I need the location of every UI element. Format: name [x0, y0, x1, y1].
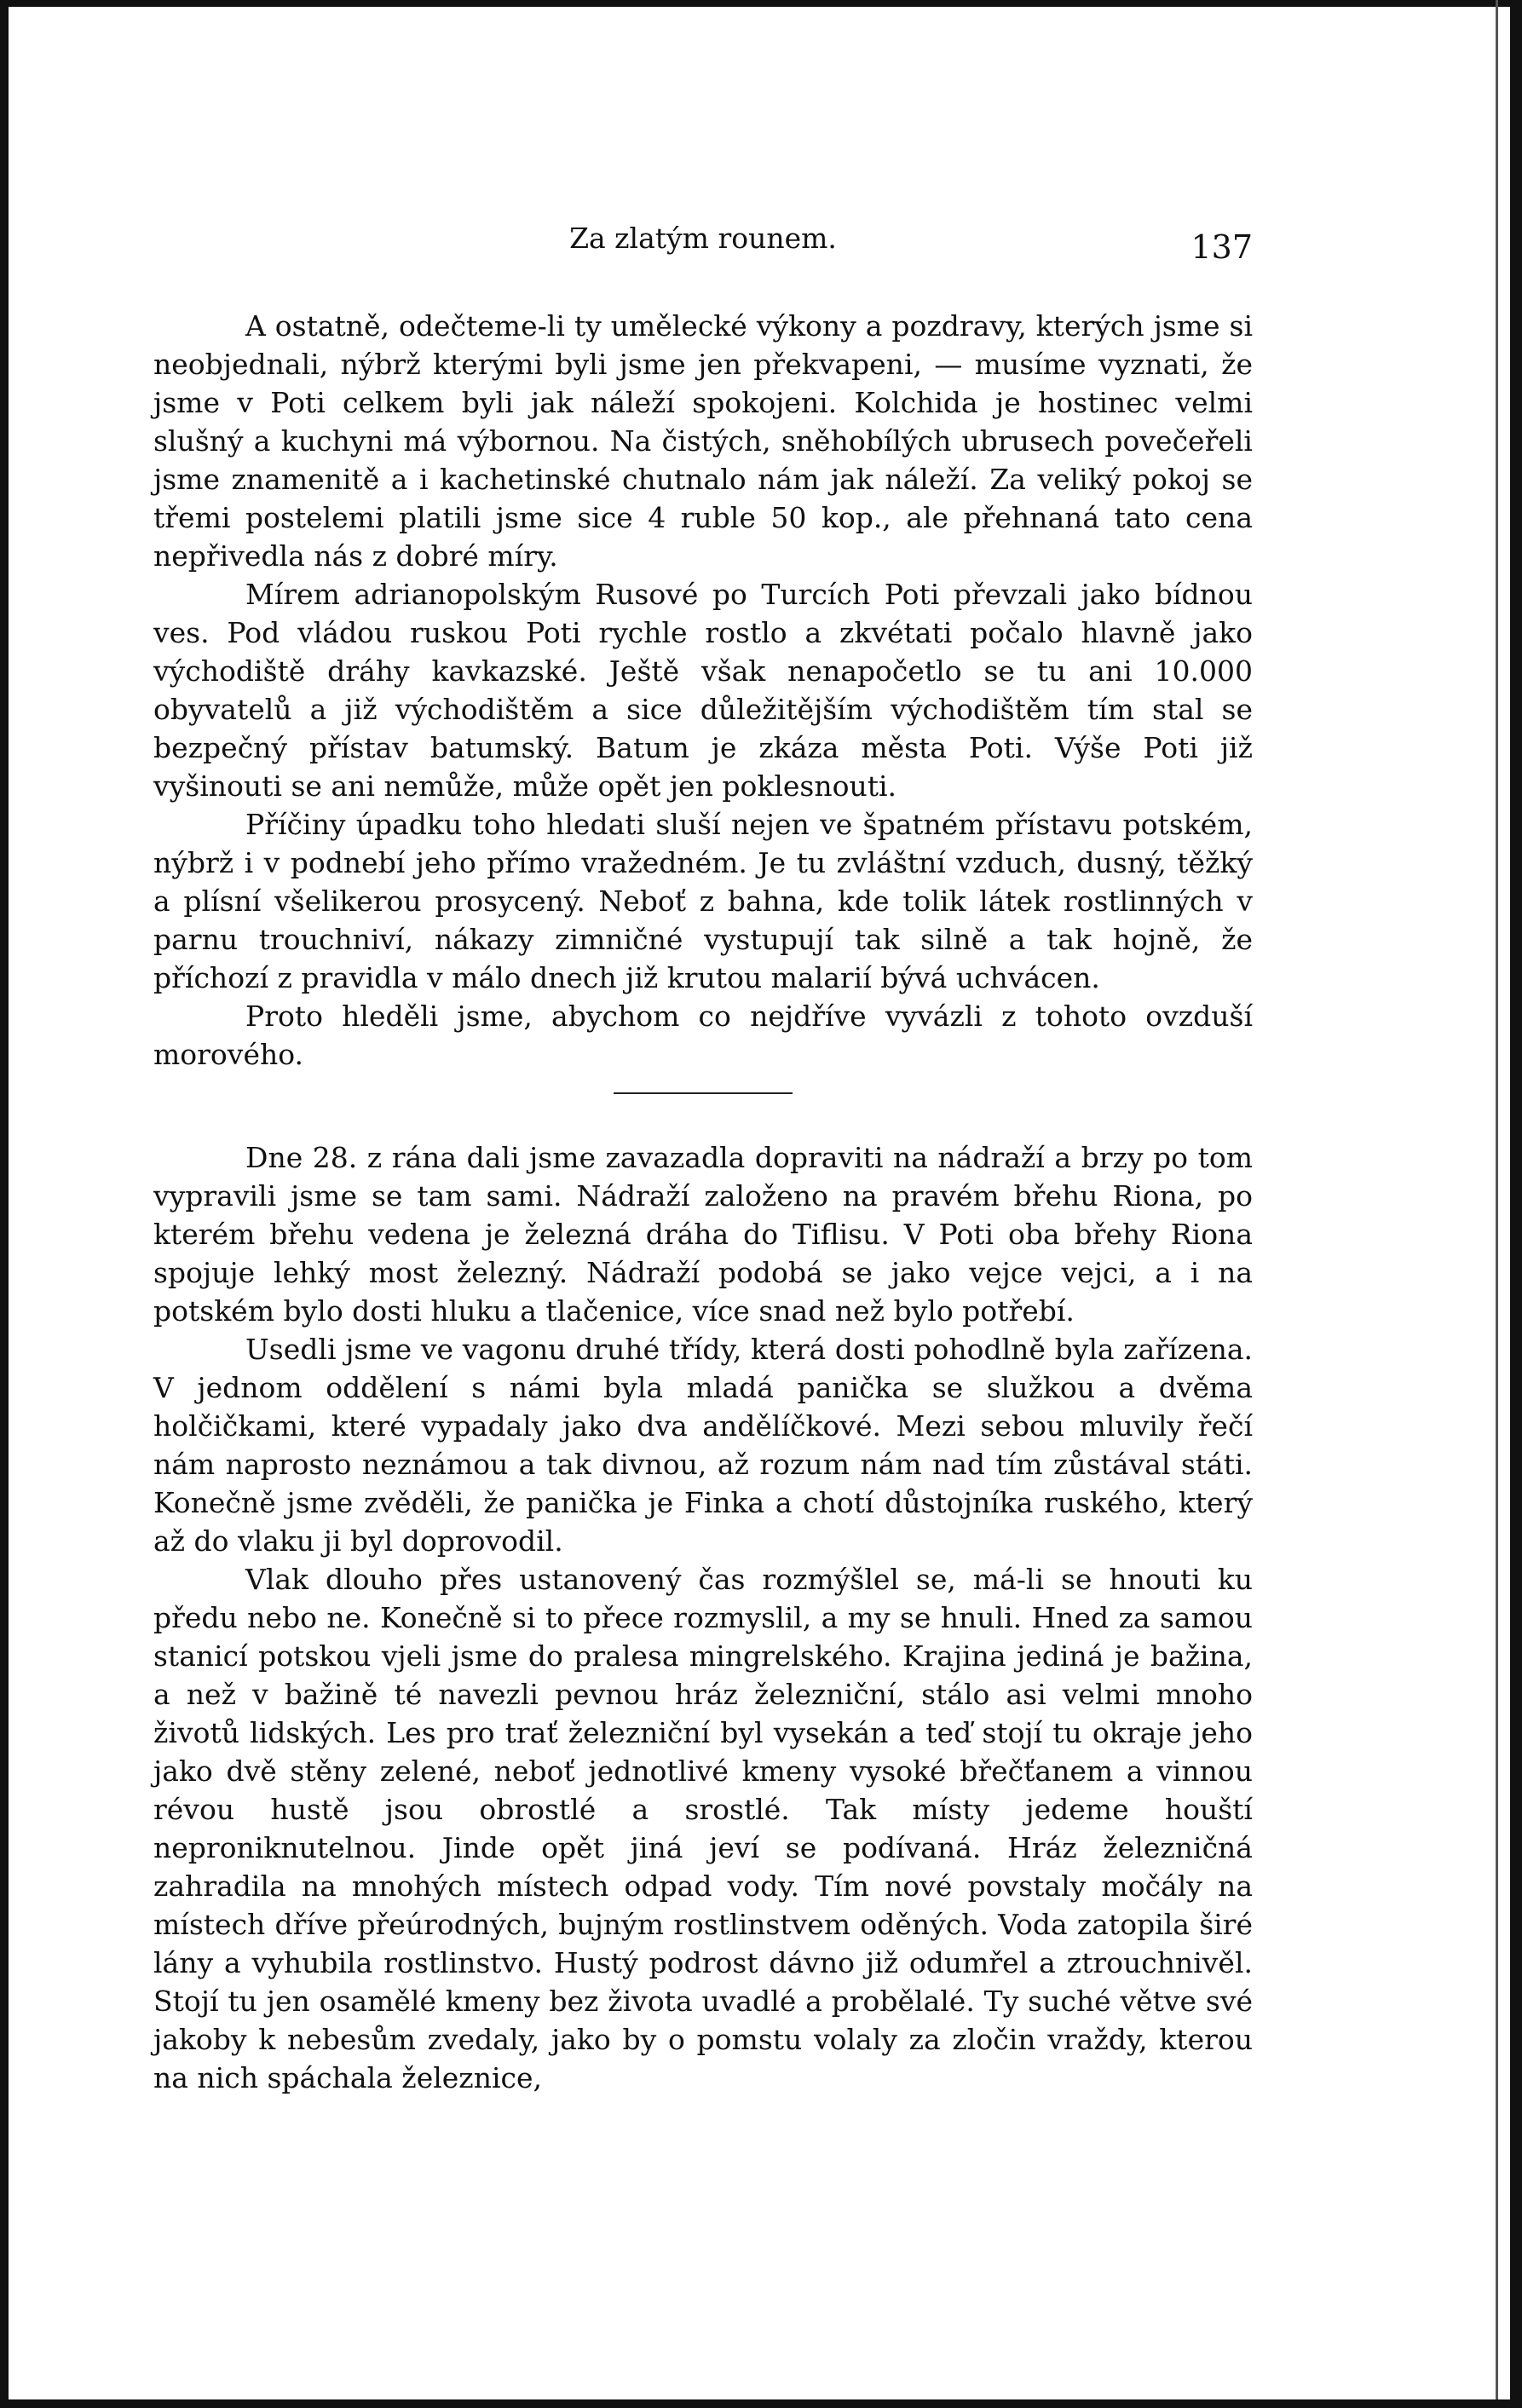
paragraph: Mírem adrianopolským Rusové po Turcích Poti převzali jako bídnou ves. Pod vládou ruskou Poti rychle rostlo a zkvétati počalo hlavně jako východiště dráhy kavkazské. Ještě však nenapočetlo se tu ani 10.000 obyvatelů a již východištěm a sice důležitějším východištěm tím stal se bezpečný přístav batumský. Batum je zkáza města Poti. Výše Poti již vyšinouti se ani nemůže, může opět jen poklesnouti. — [153, 578, 1253, 803]
running-head — [153, 222, 1253, 273]
paragraph: Proto hleděli jsme, abychom co nejdříve vyvázli z tohoto ovzduší morového. — [153, 999, 1253, 1071]
paragraph: Usedli jsme ve vagonu druhé třídy, která dosti pohodlně byla zařízena. V jednom oddělení s námi byla mladá panička se služkou a dvěma holčičkami, které vypadaly jako dva andělíčkové. Mezi sebou mluvily řečí nám naprosto neznámou a tak divnou, až rozum nám nad tím zůstával státi. Konečně jsme zvěděli, že panička je Finka a chotí důstojníka ruského, který až do vlaku ji byl doprovodil. — [153, 1333, 1253, 1558]
page-number: 137 — [1191, 228, 1253, 266]
scan-border-right-inner — [1496, 0, 1498, 2408]
scan-border-right — [1510, 0, 1522, 2408]
paragraph: Příčiny úpadku toho hledati sluší nejen ve špatném přístavu potském, nýbrž i v podnebí jeho přímo vražedném. Je tu zvláštní vzduch, dusný, těžký a plísní všelikerou prosycený. Neboť z bahna, kde tolik látek rostlinných v parnu trouchniví, nákazy zimničné vystupují tak silně a tak hojně, že příchozí z pravidla v málo dnech již krutou malarií bývá uchvácen. — [153, 808, 1253, 994]
body-text — [153, 307, 1253, 2097]
scan-border-top — [0, 0, 1522, 7]
paragraph: Vlak dlouho přes ustanovený čas rozmýšlel se, má-li se hnouti ku předu nebo ne. Konečně si to přece rozmyslil, a my se hnuli. Hned za samou stanicí potskou vjeli jsme do pralesa mingrelského. Krajina jediná je bažina, a než v bažině té navezli pevnou hráz železniční, stálo asi velmi mnoho životů lidských. Les pro trať železniční byl vysekán a teď stojí tu okraje jeho jako dvě stěny zelené, neboť jednotlivé kmeny vysoké břečťanem a vinnou révou hustě jsou obrostlé a srostlé. Tak místy jedeme houští neproniknutelnou. Jinde opět jiná jeví se podívaná. Hráz železničná zahradila na mnohých místech odpad vody. Tím nové povstaly močály na místech dříve přeúrodných, bujným rostlinstvem oděných. Voda zatopila širé lány a vyhubila rostlinstvo. Hustý podrost dávno již odumřel a ztrouchnivěl. Stojí tu jen osamělé kmeny bez života uvadlé a probělalé. Ty suché větve své jakoby k nebesům zvedaly, jako by o pomstu volaly za zločin vraždy, kterou na nich spáchala železnice, — [153, 1563, 1253, 2094]
running-title: Za zlatým rounem. — [569, 222, 837, 255]
book-page — [153, 222, 1253, 2097]
scan-border-bottom — [0, 2399, 1522, 2408]
paragraph: Dne 28. z rána dali jsme zavazadla dopraviti na nádraží a brzy po tom vypravili jsme se tam sami. Nádraží založeno na pravém břehu Riona, po kterém břehu vedena je železná dráha do Tiflisu. V Poti oba břehy Riona spojuje lehký most železný. Nádraží podobá se jako vejce vejci, a i na potském bylo dosti hluku a tlačenice, více snad než bylo potřebí. — [153, 1141, 1253, 1328]
scan-border-left — [0, 0, 9, 2408]
paragraph: A ostatně, odečteme-li ty umělecké výkony a pozdravy, kterých jsme si neobjednali, nýbrž kterými byli jsme jen překvapeni, — musíme vyznati, že jsme v Poti celkem byli jak náleží spokojeni. Kolchida je hostinec velmi slušný a kuchyni má výbornou. Na čistých, sněhobílých ubrusech povečeřeli jsme znamenitě a i kachetinské chutnalo nám jak náleží. Za veliký pokoj se třemi postelemi platili jsme sice 4 ruble 50 kop., ale přehnaná tato cena nepřivedla nás z dobré míry. — [153, 309, 1253, 573]
section-divider — [614, 1092, 793, 1094]
